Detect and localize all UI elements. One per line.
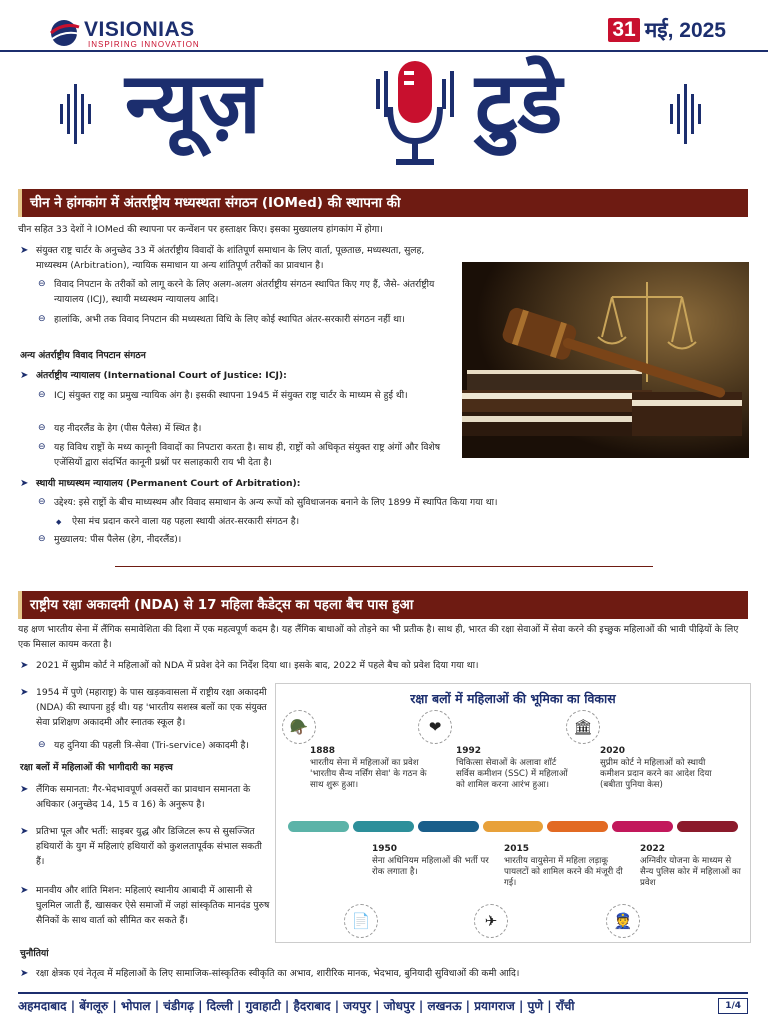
pca-heading: ➤ स्थायी माध्यस्थम न्यायालय (Permanent Court of Arbitration):	[20, 478, 301, 489]
circle-bullet-icon: ⊖	[38, 442, 46, 452]
globe-icon	[48, 18, 82, 48]
brand-name: VISIONIAS	[84, 18, 195, 41]
woman-soldier-icon: 👮	[606, 904, 640, 938]
court-building-icon: 🏛	[566, 710, 600, 744]
circle-bullet-icon: ⊖	[38, 497, 46, 507]
circle-bullet-icon: ⊖	[38, 423, 46, 433]
other-orgs-heading: अन्य अंतर्राष्ट्रीय विवाद निपटान संगठन	[20, 350, 146, 361]
infographic-title: रक्षा बलों में महिलाओं की भूमिका का विकास	[410, 691, 616, 706]
timeline-year: 2015	[504, 844, 530, 854]
timeline-segment	[418, 821, 479, 832]
header-divider	[0, 50, 768, 52]
icj-point: ⊖ यह विविध राष्ट्रों के मध्य कानूनी विवादों का निपटारा करता है। साथ ही, राष्ट्रों को अधिकृत संयुक्त राष्ट्र अंगों और विशेष एजेंसियों द्वारा संदर्भित कानूनी प्रश्नों पर सलाहकारी राय भी देता है।	[38, 442, 441, 468]
timeline-year: 1992	[456, 746, 482, 756]
article2-title: राष्ट्रीय रक्षा अकादमी (NDA) से 17 महिला कैडेट्स का पहला बैच पास हुआ	[18, 591, 748, 619]
circle-bullet-icon: ⊖	[38, 534, 46, 544]
article2-subpoint: ⊖ यह दुनिया की पहली त्रि-सेवा (Tri-service) अकादमी है।	[38, 740, 249, 751]
article2-point: ➤ 2021 में सुप्रीम कोर्ट ने महिलाओं को NDA में प्रवेश देने का निर्देश दिया था। इसके बाद, 2022 में पहले बैच को प्रवेश दिया गया था।	[20, 660, 479, 671]
soldier-icon: 🪖	[282, 710, 316, 744]
article2-point: ➤ 1954 में पुणे (महाराष्ट्र) के पास खड़कवासला में राष्ट्रीय रक्षा अकादमी (NDA) की स्थापना हुई थी। यह 'भारतीय सशस्त्र बलों का एक संयुक्त सेवा प्रशिक्षण अकादमी और स्नातक स्कूल है।	[20, 687, 267, 728]
timeline-segment	[353, 821, 414, 832]
medical-hands-icon: ❤	[418, 710, 452, 744]
sound-wave-left-icon	[58, 79, 98, 149]
issue-date	[608, 16, 726, 44]
arrow-bullet-icon: ➤	[20, 478, 29, 489]
icj-heading: ➤ अंतर्राष्ट्रीय न्यायालय (International Court of Justice: ICJ):	[20, 370, 287, 381]
pca-point: ⊖ मुख्यालय: पीस पैलेस (हेग, नीदरलैंड)।	[38, 534, 182, 545]
pca-point: ⊖ उद्देश्य: इसे राष्ट्रों के बीच माध्यस्थम और विवाद समाधान के अन्य रूपों को सुविधाजनक बनाने के लिए 1899 में स्थापित किया गया था।	[38, 497, 498, 508]
timeline-text: भारतीय सेना में महिलाओं का प्रवेश 'भारतीय सैन्य नर्सिंग सेवा' के गठन के साथ शुरू हुआ।	[310, 758, 427, 790]
timeline-segment	[677, 821, 738, 832]
date-day: 31	[608, 18, 639, 42]
women-point: ➤ मानवीय और शांति मिशन: महिलाएं स्थानीय आबादी में आसानी से घुलमिल जाती हैं, खासकर ऐसे समाजों में जहां सांस्कृतिक मानदंड पुरुष सैनिकों के साथ वार्ता को सीमित कर सकते हैं।	[20, 885, 270, 926]
arrow-bullet-icon: ➤	[20, 660, 29, 671]
women-point: ➤ प्रतिभा पूल और भर्ती: साइबर युद्ध और डिजिटल रूप से सुसज्जित हथियारों के युग में महिलाएं हथियारों को कुशलतापूर्वक संभाल सकती हैं।	[20, 826, 262, 867]
page-number: 1/4	[718, 998, 748, 1014]
timeline-segment	[288, 821, 349, 832]
icj-point: ⊖ ICJ संयुक्त राष्ट्र का प्रमुख न्यायिक अंग है। इसकी स्थापना 1945 में संयुक्त राष्ट्र चार्टर के माध्यम से हुई थी।	[38, 390, 408, 401]
gavel-books-photo	[462, 262, 749, 458]
article1-subpoint: ⊖ हालांकि, अभी तक विवाद निपटान की मध्यस्थता विधि के लिए कोई स्थापित अंतर-सरकारी संगठन नहीं था।	[38, 314, 405, 325]
footer-cities: अहमदाबाद | बेंगलूरु | भोपाल | चंडीगढ़ | दिल्ली | गुवाहाटी | हैदराबाद | जयपुर | जोधपुर | लखनऊ | प्रयागराज | पुणे | राँची	[18, 999, 575, 1013]
arrow-bullet-icon: ➤	[20, 784, 29, 795]
timeline-text: भारतीय वायुसेना में महिला लड़ाकू पायलटों को शामिल करने की मंजूरी दी गई।	[504, 856, 623, 888]
footer-divider	[18, 992, 748, 994]
circle-bullet-icon: ⊖	[38, 740, 46, 750]
arrow-bullet-icon: ➤	[20, 826, 29, 837]
document-icon: 📄	[344, 904, 378, 938]
arrow-bullet-icon: ➤	[20, 885, 29, 896]
timeline-text: सुप्रीम कोर्ट ने महिलाओं को स्थायी कमीशन प्रदान करने का आदेश दिया (बबीता पुनिया केस)	[600, 758, 712, 790]
section-divider	[115, 566, 653, 567]
timeline-text: चिकित्सा सेवाओं के अलावा शॉर्ट सर्विस कमीशन (SSC) में महिलाओं को शामिल करना आरंभ हुआ।	[456, 758, 568, 790]
article2-intro: यह क्षण भारतीय सेना में लैंगिक समावेशिता की दिशा में एक महत्वपूर्ण कदम है। यह लैंगिक बाधाओं को तोड़ने का भी प्रतीक है। साथ ही, भारत की रक्षा सेवाओं में सेवा करने की इच्छुक महिलाओं की भावी पीढ़ियों के लिए एक मिसाल कायम करता है।	[18, 624, 739, 650]
women-importance-heading: रक्षा बलों में महिलाओं की भागीदारी का महत्त्व	[20, 762, 173, 773]
timeline-year: 1950	[372, 844, 398, 854]
article1-point: ➤ संयुक्त राष्ट्र चार्टर के अनुच्छेद 33 में अंतर्राष्ट्रीय विवादों के शांतिपूर्ण समाधान के लिए वार्ता, पूछताछ, मध्यस्थता, सुलह, माध्यस्थम (Arbitration), न्यायिक समाधान या अन्य शांतिपूर्ण तरीकों का प्रावधान है।	[20, 245, 425, 271]
article1-intro: चीन सहित 33 देशों ने IOMed की स्थापना पर कन्वेंशन पर हस्ताक्षर किए। इसका मुख्यालय हांगकांग में होगा।	[18, 224, 383, 235]
arrow-bullet-icon: ➤	[20, 370, 29, 381]
challenges-point: ➤ रक्षा क्षेत्रक एवं नेतृत्व में महिलाओं के लिए सामाजिक-सांस्कृतिक स्वीकृति का अभाव, शारीरिक मानक, भेदभाव, बुनियादी सुविधाओं की कमी आदि।	[20, 968, 520, 979]
timeline-year: 2020	[600, 746, 626, 756]
microphone-icon	[360, 57, 470, 175]
fighter-jet-icon: ✈	[474, 904, 508, 938]
circle-bullet-icon: ⊖	[38, 279, 46, 289]
pca-subpoint: ◆ ऐसा मंच प्रदान करने वाला यह पहला स्थायी अंतर-सरकारी संगठन है।	[56, 514, 736, 529]
date-month-year: मई, 2025	[644, 19, 726, 42]
brand-tagline: INSPIRING INNOVATION	[88, 40, 200, 49]
gavel-scales-illustration	[462, 262, 749, 458]
timeline-year: 2022	[640, 844, 666, 854]
women-timeline-infographic	[275, 683, 751, 943]
circle-bullet-icon: ⊖	[38, 390, 46, 400]
timeline-text: सेना अधिनियम महिलाओं की भर्ती पर रोक लगाता है।	[372, 856, 489, 877]
diamond-bullet-icon: ◆	[56, 518, 62, 526]
women-point: ➤ लैंगिक समानता: गैर-भेदभावपूर्ण अवसरों का प्रावधान समानता के अधिकार (अनुच्छेद 14, 15 व 16) के अनुरूप है।	[20, 784, 251, 810]
timeline-segment	[483, 821, 544, 832]
masthead	[0, 55, 768, 175]
circle-bullet-icon: ⊖	[38, 314, 46, 324]
timeline-segment	[612, 821, 673, 832]
sound-wave-right-icon	[668, 79, 708, 149]
icj-point: ⊖ यह नीदरलैंड के हेग (पीस पैलेस) में स्थित है।	[38, 423, 202, 434]
article1-title: चीन ने हांगकांग में अंतर्राष्ट्रीय मध्यस्थता संगठन (IOMed) की स्थापना की	[18, 189, 748, 217]
brand-logo	[48, 18, 200, 52]
article1-subpoint: ⊖ विवाद निपटान के तरीकों को लागू करने के लिए अलग-अलग अंतर्राष्ट्रीय संगठन स्थापित किए गए हैं, जैसे- अंतर्राष्ट्रीय न्यायालय (ICJ), स्थायी मध्यस्थम न्यायालय आदि।	[38, 279, 435, 305]
arrow-bullet-icon: ➤	[20, 245, 29, 256]
timeline-text: अग्निवीर योजना के माध्यम से सैन्य पुलिस कोर में महिलाओं का प्रवेश	[640, 856, 741, 888]
masthead-title-right: टुडे	[475, 54, 563, 152]
timeline-segment	[547, 821, 608, 832]
challenges-heading: चुनौतियां	[20, 948, 49, 959]
masthead-title-left: न्यूज़	[125, 54, 261, 152]
arrow-bullet-icon: ➤	[20, 968, 29, 979]
timeline-year: 1888	[310, 746, 336, 756]
arrow-bullet-icon: ➤	[20, 687, 29, 698]
